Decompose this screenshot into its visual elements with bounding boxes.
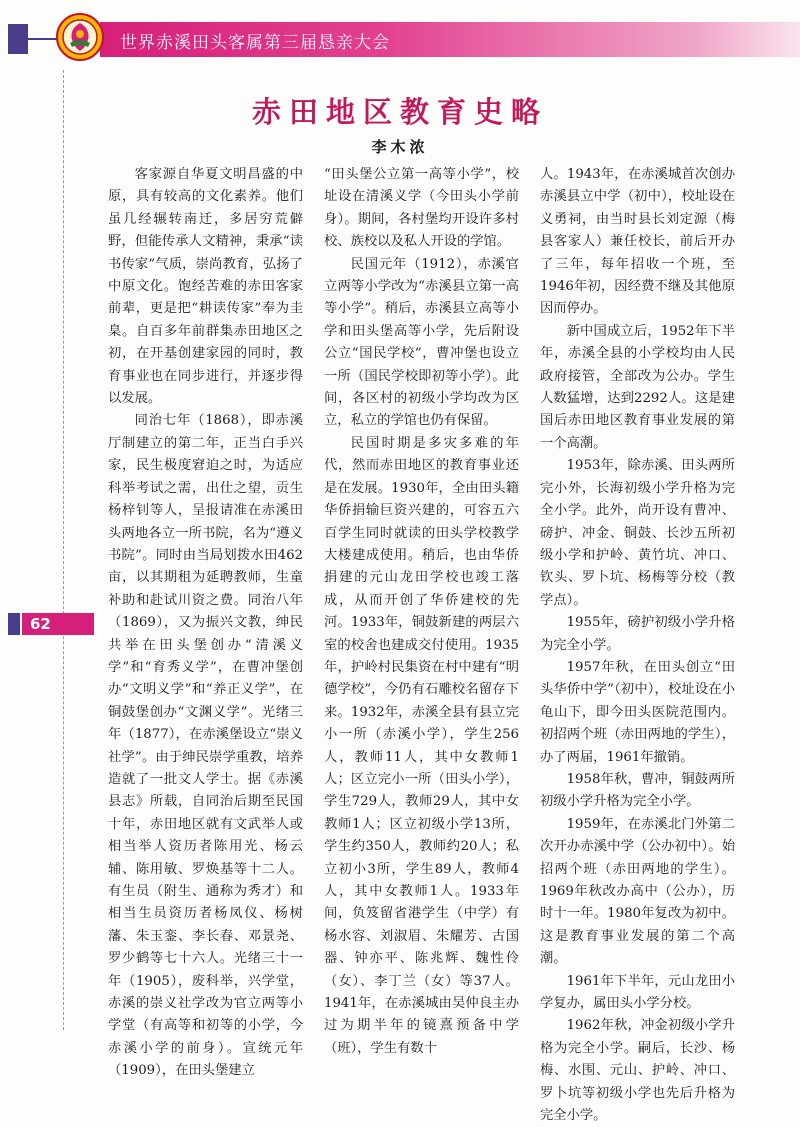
paragraph: 1958年秋，曹冲，铜鼓两所初级小学升格为完全小学。 bbox=[540, 771, 735, 810]
text-column-1 bbox=[108, 164, 303, 1083]
text-column-2 bbox=[324, 164, 519, 1060]
paragraph: 新中国成立后，1952年下半年，赤溪全县的小学校均由人民政府接管，全部改为公办。学生人数猛增，达到2292人。这是建国后赤田地区教育事业发展的第一个高潮。 bbox=[540, 323, 735, 451]
paragraph: 1961年下半年，元山龙田小学复办，属田头小学分校。 bbox=[540, 973, 735, 1012]
paragraph: 1953年，除赤溪、田头两所完小外，长海初级小学升格为完全小学。此外，尚开设有曹冲、磅护、冲金、铜鼓、长沙五所初级小学和护岭、黄竹坑、冲口、钦头、罗卜坑、杨梅等分校（教学点）。 bbox=[540, 458, 735, 608]
corner-line bbox=[28, 38, 58, 40]
paragraph: 同治七年（1868），即赤溪厅制建立的第二年，正当白手兴家，民生极度窘迫之时，为适应科举考试之需，出仕之望，贡生杨梓钊等人，呈报请准在赤溪田头两地各立一所书院，名为“遵义书院”。同时由当局划拨水田462亩，以其期租为延聘教师，生童补助和赴试川资之费。同治八年（1869），又为振兴文教，绅民共举在田头堡创办“清溪义学”和“育秀义学”，在曹冲堡创办“文明义学”和“养正义学”，在铜鼓堡创办“文渊义学”。光绪三年（1877），在赤溪堡设立“崇义社学”。由于绅民崇学重教，培养造就了一批文人学士。据《赤溪县志》所载，自同治后期至民国十年，赤田地区就有文武举人或相当举人资历者陈用光、杨云辅、陈用敏、罗焕基等十二人。有生员（附生、通称为秀才）和相当生员资历者杨凤仪、杨树藩、朱玉銮、李长春、邓景尧、罗少鹤等七十六人。光绪三十一年（1905），废科举，兴学堂，赤溪的崇义社学改为官立两等小学堂（有高等和初等的小学，今赤溪小学的前身）。宣统元年（1909），在田头堡建立 bbox=[108, 413, 303, 1079]
emblem-logo-icon bbox=[56, 13, 104, 61]
margin-guide-line bbox=[63, 70, 64, 1030]
page-number: 62 bbox=[22, 613, 94, 635]
article-title: 赤田地区教育史略 bbox=[251, 95, 548, 129]
text-column-3 bbox=[540, 164, 735, 1127]
corner-block bbox=[8, 24, 28, 54]
paragraph: 民国元年（1912），赤溪官立两等小学改为“赤溪县立第一高等小学”。稍后，赤溪县立高等小学和田头堡高等小学，先后附设公立“国民学校”，曹冲堡也设立一所（国民学校即初等小学）。此间，各区村的初级小学均改为区立，私立的学馆也仍有保留。 bbox=[324, 256, 519, 429]
page-tab-marker bbox=[8, 613, 20, 635]
paragraph: 民国时期是多灾多难的年代，然而赤田地区的教育事业还是在发展。1930年，全由田头籍华侨捐输巨资兴建的，可容五六百学生同时就读的田头学校教学大楼建成使用。稍后，也由华侨捐建的元山龙田学校也竣工落成，从而开创了华侨建校的先河。1933年，铜鼓新建的两层六室的校舍也建成交付使用。1935年，护岭村民集资在村中建有“明德学校”，今仍有石雕校名留存下来。1932年，赤溪全县有县立完小一所（赤溪小学），学生256人，教师11人，其中女教师1人；区立完小一所（田头小学），学生729人，教师29人，其中女教师1人；区立初级小学13所，学生约350人，教师约20人；私立初小3所，学生89人，教师4人，其中女教师1人。1933年间，负笈留省港学生（中学）有杨水容、刘淑眉、朱耀芳、古国器、钟亦平、陈兆辉、魏性伶（女）、李丁兰（女）等37人。1941年，在赤溪城由吴仲良主办过为期半年的镜熹预备中学（班），学生有数十 bbox=[324, 435, 519, 1056]
header-title: 世界赤溪田头客属第三届恳亲大会 bbox=[120, 33, 390, 53]
paragraph: 人。1943年，在赤溪城首次创办赤溪县立中学（初中），校址设在义勇祠，由当时县长刘定源（梅县客家人）兼任校长，前后开办了三年，每年招收一个班，至1946年初，因经费不继及其他原因而停办。 bbox=[540, 167, 735, 317]
paragraph: 1955年，磅护初级小学升格为完全小学。 bbox=[540, 615, 735, 653]
paragraph: 客家源自华夏文明昌盛的中原，具有较高的文化素养。他们虽几经辗转南迁，多居穷荒僻野，但能传承人文精神，秉承“读书传家”气质，崇尚教育，弘扬了中原文化。饱经苦难的赤田客家前辈，更是把“耕读传家”奉为圭臬。自百多年前群集赤田地区之初，在开基创建家园的同时，教育事业也在同步进行，并逐步得以发展。 bbox=[108, 167, 303, 407]
paragraph: 1962年秋，冲金初级小学升格为完全小学。嗣后，长沙、杨梅、水围、元山、护岭、冲口、罗卜坑等初级小学也先后升格为完全小学。 bbox=[540, 1018, 735, 1124]
paragraph: 1957年秋，在田头创立“田头华侨中学”（初中），校址设在小龟山下，即今田头医院范围内。初招两个班（赤田两地的学生），办了两届，1961年撤销。 bbox=[540, 659, 735, 765]
paragraph: 1959年，在赤溪北门外第二次开办赤溪中学（公办初中）。始招两个班（赤田两地的学生）。1969年秋改办高中（公办），历时十一年。1980年复改为初中。这是教育事业发展的第二个高潮。 bbox=[540, 816, 735, 967]
article-author: 李木浓 bbox=[371, 138, 429, 156]
paragraph: “田头堡公立第一高等小学”，校址设在清溪义学（今田头小学前身）。期间，各村堡均开设许多村校、族校以及私人开设的学馆。 bbox=[324, 167, 519, 250]
